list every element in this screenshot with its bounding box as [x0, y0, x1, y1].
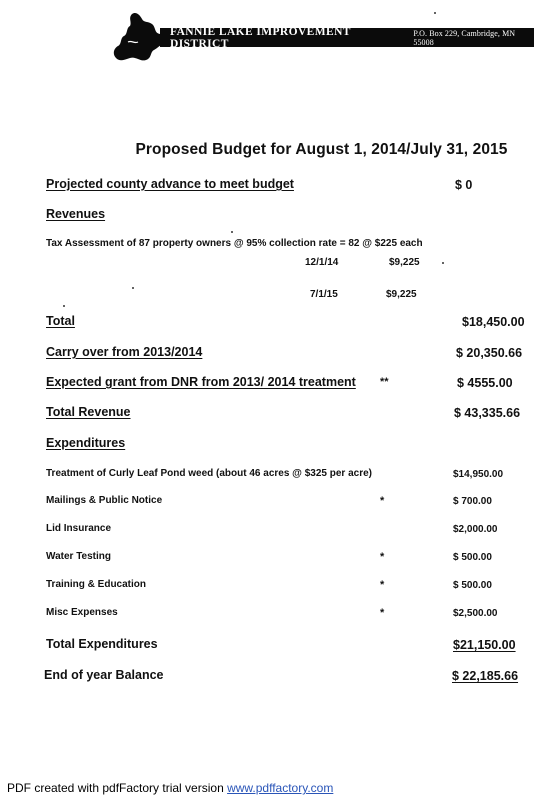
- end-balance-label: End of year Balance: [44, 668, 164, 682]
- end-balance-value: $ 22,185.66: [452, 669, 519, 683]
- footer-link[interactable]: www.pdffactory.com: [227, 781, 334, 795]
- organization-name: FANNIE LAKE IMPROVEMENT DISTRICT: [170, 25, 351, 50]
- projected-advance-label: Projected county advance to meet budget: [46, 177, 294, 191]
- revenues-heading: Revenues: [46, 207, 106, 221]
- expense-item-value: $ 500.00: [453, 552, 492, 563]
- expense-item-label: Lid Insurance: [46, 523, 112, 534]
- organization-address: P.O. Box 229, Cambridge, MN 55008: [413, 28, 516, 47]
- pdf-footer: [7, 781, 333, 795]
- expense-item-value: $2,000.00: [453, 524, 498, 535]
- expense-item-value: $ 700.00: [453, 496, 492, 507]
- expense-item-marker: *: [380, 495, 385, 507]
- installment-date: 7/1/15: [310, 289, 338, 300]
- installment-amount: $9,225: [389, 257, 420, 268]
- dnr-grant-value: $ 4555.00: [457, 376, 513, 390]
- total-expenditures-label: Total Expenditures: [46, 637, 158, 651]
- total-value: $18,450.00: [462, 315, 525, 329]
- expense-item-marker: *: [380, 607, 385, 619]
- expense-item-label: Misc Expenses: [46, 607, 118, 618]
- letterhead-banner: [160, 25, 534, 50]
- scan-speck: [231, 231, 233, 233]
- carry-over-value: $ 20,350.66: [456, 346, 523, 360]
- expense-item-marker: *: [380, 579, 385, 591]
- scan-speck: [434, 12, 436, 14]
- scan-speck: [63, 305, 65, 307]
- expense-item-label: Treatment of Curly Leaf Pond weed (about 46 acres @ $325 per acre): [46, 468, 372, 479]
- installment-date: 12/1/14: [305, 257, 339, 268]
- total-label: Total: [46, 314, 75, 328]
- expense-item-label: Mailings & Public Notice: [46, 495, 163, 506]
- tax-assessment-line: Tax Assessment of 87 property owners @ 95% collection rate = 82 @ $225 each: [46, 238, 423, 249]
- expense-item-marker: *: [380, 551, 385, 563]
- total-revenue-label: Total Revenue: [46, 405, 131, 419]
- document-title: Proposed Budget for August 1, 2014/July 31, 2015: [135, 141, 508, 158]
- expense-item-label: Training & Education: [46, 579, 147, 590]
- expense-item-value: $14,950.00: [453, 469, 504, 480]
- dnr-grant-marker: **: [380, 376, 389, 388]
- installment-amount: $9,225: [386, 289, 417, 300]
- projected-advance-value: $ 0: [455, 178, 473, 192]
- expense-item-value: $ 500.00: [453, 580, 492, 591]
- expense-item-value: $2,500.00: [453, 608, 498, 619]
- total-expenditures-value: $21,150.00: [453, 638, 516, 652]
- footer-text: PDF created with pdfFactory trial version: [7, 781, 228, 795]
- scan-speck: [442, 262, 444, 264]
- dnr-grant-label: Expected grant from DNR from 2013/ 2014 treatment: [46, 375, 356, 389]
- carry-over-label: Carry over from 2013/2014: [46, 345, 203, 359]
- expense-item-label: Water Testing: [46, 551, 112, 562]
- expenditures-heading: Expenditures: [46, 436, 126, 450]
- scan-speck: [132, 287, 134, 289]
- total-revenue-value: $ 43,335.66: [454, 406, 521, 420]
